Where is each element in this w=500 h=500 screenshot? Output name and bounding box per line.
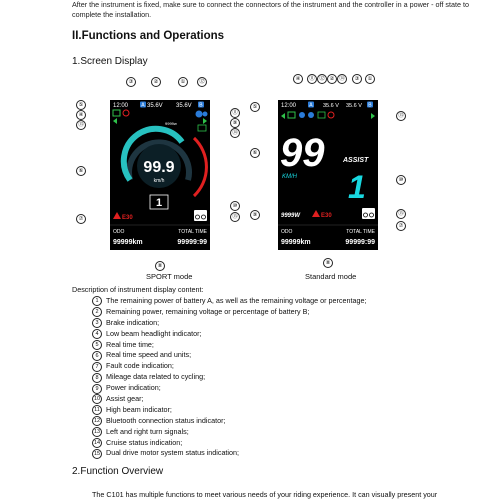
description-item — [92, 350, 367, 361]
sport-callout-left-3: ⑬ — [76, 120, 86, 130]
std-fault-icon — [312, 210, 320, 217]
sport-gear: 1 — [155, 197, 163, 209]
sport-badge-b: B — [199, 102, 203, 109]
description-number: 10 — [93, 396, 101, 403]
std-callout-right-2: ⑩ — [396, 175, 406, 185]
description-text: Low beam headlight indicator; — [106, 328, 202, 338]
std-time: 12:00 — [281, 103, 297, 109]
description-item — [92, 383, 367, 394]
sport-callout-left-5: ⑦ — [76, 214, 86, 224]
description-item — [92, 448, 367, 459]
std-right-turn-icon — [371, 113, 375, 119]
description-number: 12 — [93, 418, 101, 425]
description-text: Power indication; — [106, 383, 161, 393]
sport-speed: 99.9 — [143, 159, 175, 176]
sport-mode-screen — [110, 100, 210, 250]
sport-callout-right-1: ⑪ — [230, 108, 240, 118]
description-item — [92, 416, 367, 427]
std-speed: 99 — [280, 131, 325, 175]
description-number: 7 — [92, 362, 102, 372]
std-callout-left-3: ⑨ — [250, 210, 260, 220]
sport-badge-a: A — [141, 102, 145, 109]
description-number: 6 — [92, 351, 102, 361]
sport-callout-right-4: ⑩ — [230, 201, 240, 211]
std-unit: KM/H — [282, 174, 297, 180]
std-low-beam-icon — [288, 112, 295, 118]
sport-fault-icon — [113, 212, 121, 219]
description-number: 4 — [92, 329, 102, 339]
description-number: 8 — [92, 373, 102, 383]
std-callout-right-3: ⑮ — [396, 209, 406, 219]
description-number: 14 — [93, 440, 101, 447]
sport-total-value: 99999:99 — [177, 239, 207, 246]
description-item — [92, 340, 367, 351]
std-badge-a: A — [309, 102, 313, 109]
std-fault: E30 — [321, 213, 332, 219]
sport-fault: E30 — [122, 215, 133, 221]
std-badge-b: B — [368, 102, 372, 109]
description-number: 11 — [92, 405, 102, 415]
description-title: Description of instrument display content: — [72, 285, 204, 294]
description-number: 5 — [92, 340, 102, 350]
std-gear: 1 — [348, 169, 366, 205]
description-item — [92, 372, 367, 383]
description-text: Real time time; — [106, 339, 154, 349]
std-high-beam-icon — [299, 112, 305, 118]
std-volt-b: 35.6 V — [346, 103, 362, 109]
sport-cruise-icon — [198, 125, 206, 131]
sport-unit: km/h — [153, 178, 165, 184]
std-assist-label: ASSIST — [343, 157, 369, 164]
std-callout-top-7: ① — [365, 74, 375, 84]
sport-mode-caption: SPORT mode — [146, 272, 193, 281]
description-number: 15 — [93, 450, 101, 457]
std-callout-top-2: ⑪ — [307, 74, 317, 84]
description-text: Cruise status indication; — [106, 437, 183, 447]
sport-low-beam-icon — [113, 110, 120, 116]
sport-odo-value: 99999km — [113, 239, 143, 246]
sport-power-arc — [194, 138, 206, 196]
sport-mileage-small: 9999w — [165, 121, 177, 126]
description-text: Assist gear; — [106, 394, 144, 404]
std-bluetooth-icon — [308, 112, 314, 118]
std-callout-top-3: ⑫ — [317, 74, 327, 84]
sport-callout-right-5: ⑮ — [230, 212, 240, 222]
std-callout-top-6: ③ — [352, 74, 362, 84]
sport-volt-a: 35.6V — [147, 103, 163, 109]
description-item — [92, 438, 367, 449]
sport-callout-left-2: ④ — [76, 110, 86, 120]
description-text: Remaining power, remaining voltage or percentage of battery B; — [106, 306, 310, 316]
std-callout-right-4: ⑦ — [396, 221, 406, 231]
std-callout-top-5: ⑭ — [337, 74, 347, 84]
sport-callout-bottom: ⑧ — [155, 261, 165, 271]
sport-total-label: TOTAL TIME — [178, 229, 207, 235]
standard-screen-graphic — [278, 100, 378, 250]
description-number: 13 — [93, 429, 101, 436]
description-item — [92, 296, 367, 307]
description-text: Fault code indication; — [106, 361, 174, 371]
std-odo-label: ODO — [281, 229, 293, 235]
description-item — [92, 394, 367, 405]
description-item — [92, 361, 367, 372]
sport-right-turn-icon — [203, 118, 207, 124]
description-text: The remaining power of battery A, as well as the remaining voltage or percentage; — [106, 296, 367, 305]
sport-callout-top-3: ① — [178, 77, 188, 87]
std-brake-icon — [328, 112, 334, 118]
std-volt-a: 35.6 V — [323, 103, 339, 109]
sport-callout-top-2: ② — [151, 77, 161, 87]
description-text: Mileage data related to cycling; — [106, 372, 206, 382]
description-item — [92, 427, 367, 438]
sport-callout-top-1: ③ — [126, 77, 136, 87]
sport-callout-right-2: ⑨ — [230, 118, 240, 128]
description-number: 3 — [92, 318, 102, 328]
subsection-screen-display: 1.Screen Display — [72, 56, 148, 67]
sport-callout-right-3: ⑭ — [230, 128, 240, 138]
overview-paragraph: The C101 has multiple functions to meet various needs of your riding experience. It can visually present your — [92, 490, 438, 499]
description-text: Dual drive motor system status indication; — [106, 448, 240, 458]
description-text: Brake indication; — [106, 317, 160, 327]
std-total-label: TOTAL TIME — [346, 229, 375, 235]
sport-callout-left-4: ⑥ — [76, 166, 86, 176]
description-item — [92, 329, 367, 340]
description-item — [92, 318, 367, 329]
standard-mode-caption: Standard mode — [305, 272, 357, 281]
sport-volt-b: 35.6V — [176, 103, 192, 109]
subsection-function-overview: 2.Function Overview — [72, 466, 164, 477]
sport-high-beam-icon — [203, 112, 208, 117]
sport-bluetooth-icon — [196, 111, 203, 118]
description-list — [92, 296, 367, 459]
std-callout-left-1: ⑤ — [250, 102, 260, 112]
std-total-value: 99999:99 — [345, 239, 375, 246]
std-callout-top-4: ② — [327, 74, 337, 84]
std-power: 9999W — [281, 213, 301, 219]
sport-left-turn-icon — [113, 118, 117, 124]
sport-screen-graphic — [110, 100, 210, 250]
sport-callout-left-1: ⑤ — [76, 100, 86, 110]
description-text: High beam indicator; — [106, 404, 172, 414]
std-left-turn-icon — [281, 113, 285, 119]
std-cruise-icon — [318, 112, 325, 118]
std-callout-right-1: ⑬ — [396, 111, 406, 121]
sport-odo-label: ODO — [113, 229, 125, 235]
sport-time: 12:00 — [113, 103, 129, 109]
description-number: 1 — [92, 296, 102, 306]
std-odo-value: 99999km — [281, 239, 311, 246]
std-callout-top-1: ④ — [293, 74, 303, 84]
std-callout-bottom: ⑧ — [323, 258, 333, 268]
description-text: Left and right turn signals; — [106, 426, 189, 436]
description-text: Real time speed and units; — [106, 350, 192, 360]
sport-callout-top-4: ⑫ — [197, 77, 207, 87]
sport-brake-icon — [123, 110, 129, 116]
section-title: II.Functions and Operations — [72, 30, 225, 42]
description-number: 2 — [92, 307, 102, 317]
description-item — [92, 307, 367, 318]
intro-paragraph: After the instrument is fixed, make sure to connect the connectors of the instrument and the controller in a power - off state to complete the installation. — [72, 0, 469, 19]
std-callout-left-2: ⑥ — [250, 148, 260, 158]
description-text: Bluetooth connection status indicator; — [106, 415, 226, 425]
standard-mode-screen — [278, 100, 378, 250]
description-number: 9 — [92, 384, 102, 394]
description-item — [92, 405, 367, 416]
